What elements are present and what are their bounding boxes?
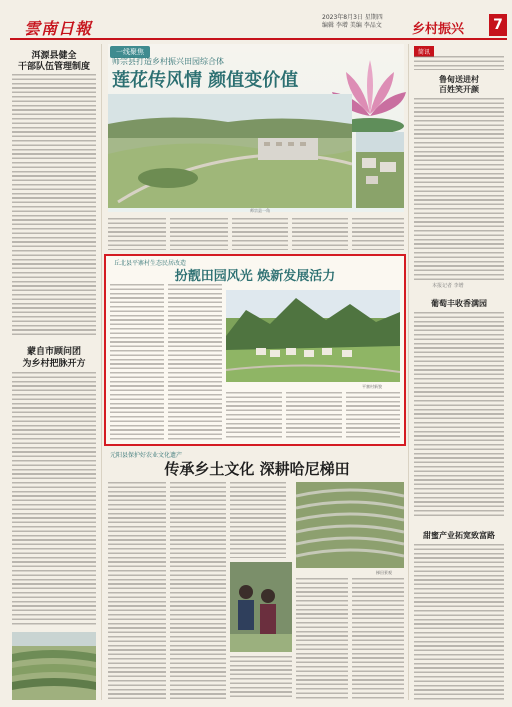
top-feature-deck: 师宗县打造乡村振兴田园综合体 xyxy=(112,57,224,66)
mountain-photo-art xyxy=(226,290,400,382)
right-column-tag: 简讯 xyxy=(414,46,434,57)
right-headline-3: 葡萄丰收香满园 xyxy=(431,299,487,308)
right-article-1-byline: 本报记者 李增 xyxy=(432,283,464,289)
left-photo-art xyxy=(12,632,96,700)
section-title: 乡村振兴 xyxy=(412,22,465,37)
left-article-2-body xyxy=(12,372,96,627)
page-number: 7 xyxy=(489,14,507,36)
right-article-2-body xyxy=(414,312,504,518)
bottom-feature-body-2 xyxy=(170,482,226,700)
village-photo-art xyxy=(356,132,404,208)
column-rule-left xyxy=(101,44,102,700)
top-feature-body-4 xyxy=(292,218,348,250)
people-photo-art xyxy=(230,562,292,652)
top-feature-side-photo xyxy=(356,132,404,208)
bottom-feature-photo-2 xyxy=(296,482,404,568)
dateline: 2023年8月3日 星期四 编辑 李增 美编 李品文 xyxy=(322,14,383,29)
center-feature-body-4 xyxy=(286,392,342,440)
left-photo xyxy=(12,632,96,700)
top-feature-body-5 xyxy=(352,218,404,250)
left-headline-1: 洱源县健全 xyxy=(31,51,77,61)
top-rule xyxy=(10,38,507,40)
center-feature-photo xyxy=(226,290,400,382)
right-headline-2: 百姓笑开颜 xyxy=(439,85,479,94)
center-feature-caption: 平寨村新貌 xyxy=(362,384,382,389)
bottom-feature-body-1 xyxy=(108,482,166,700)
bottom-feature-photo-1 xyxy=(230,562,292,652)
top-feature-body-3 xyxy=(232,218,288,250)
top-feature-body-1 xyxy=(108,218,166,250)
top-feature-kicker: 一线聚焦 xyxy=(110,46,150,58)
right-intro-body xyxy=(414,56,504,70)
center-feature-body-5 xyxy=(346,392,400,440)
right-headline-4: 甜蜜产业拓宽致富路 xyxy=(423,531,495,540)
top-feature-caption: 师宗县一角 xyxy=(250,208,270,213)
left-headline-3: 蒙自市顾问团 xyxy=(26,347,81,357)
left-headline-4: 为乡村把脉开方 xyxy=(22,359,86,369)
left-headline-2: 干部队伍管理制度 xyxy=(17,62,90,72)
top-feature-body-2 xyxy=(170,218,228,250)
bottom-feature-body-6 xyxy=(352,578,404,700)
terrace-photo-art xyxy=(296,482,404,568)
top-feature-title: 莲花传风情 颜值变价值 xyxy=(112,70,299,91)
newspaper-logo: 雲南日報 xyxy=(24,19,93,38)
bottom-feature-body-3 xyxy=(230,482,286,558)
column-rule-right xyxy=(408,44,409,700)
bottom-feature-title: 传承乡土文化 深耕哈尼梯田 xyxy=(164,460,350,478)
top-feature-photo xyxy=(108,94,352,208)
right-headline-1: 鲁甸送进村 xyxy=(439,75,479,84)
center-feature-body-3 xyxy=(226,392,282,440)
bottom-feature-body-4 xyxy=(230,656,292,700)
center-feature-body-1 xyxy=(110,284,164,440)
right-article-1-body xyxy=(414,98,504,280)
bottom-feature-body-5 xyxy=(296,578,348,700)
right-article-3-body xyxy=(414,544,504,700)
bottom-feature-caption: 梯田景观 xyxy=(376,570,392,575)
center-feature-body-2 xyxy=(168,284,222,440)
center-feature-title: 扮靓田园风光 焕新发展活力 xyxy=(174,269,336,284)
center-feature-deck: 丘北县平寨村生态民居改造 xyxy=(114,260,187,267)
bottom-feature-deck: 元阳县保护好农业文化遗产 xyxy=(110,452,183,459)
top-feature-photo-art xyxy=(108,94,352,208)
left-article-1-body xyxy=(12,74,96,336)
